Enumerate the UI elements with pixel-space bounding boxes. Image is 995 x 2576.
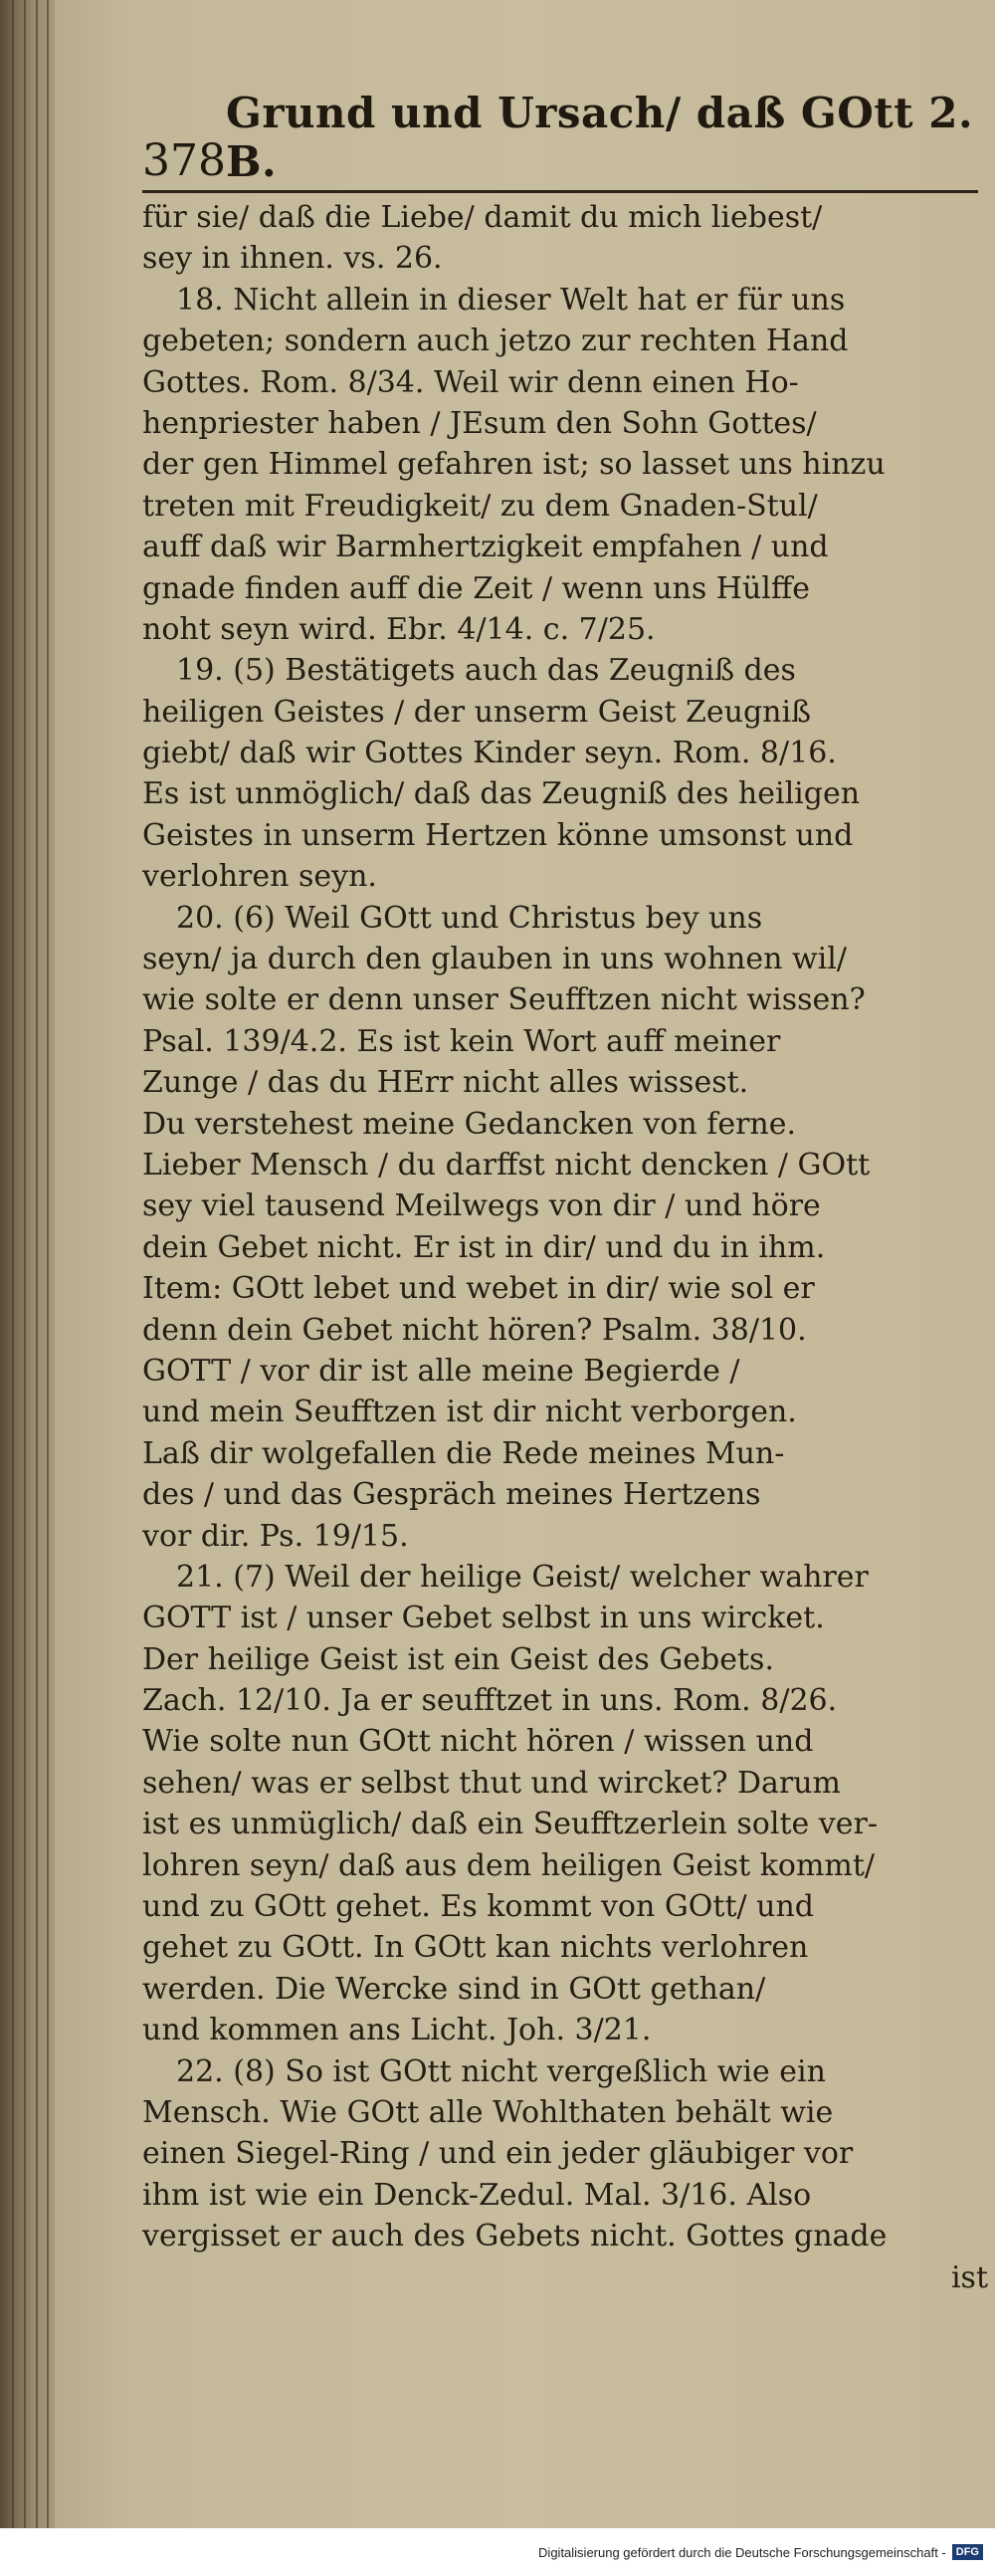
text-line: GOTT ist / unser Gebet selbst in uns wircket.	[142, 1601, 825, 1636]
text-line: heiligen Geistes / der unserm Geist Zeugniß	[142, 694, 812, 730]
text-line: und zu GOtt gehet. Es kommt von GOtt/ und	[142, 1889, 814, 1925]
running-title: Grund und Ursach/ daß GOtt 2. B.	[225, 89, 974, 186]
text-line: Mensch. Wie GOtt alle Wohlthaten behält wie	[142, 2094, 834, 2130]
book-gutter	[0, 0, 55, 2528]
text-line: sehen/ was er selbst thut und wircket? Darum	[142, 1765, 841, 1801]
page-header	[142, 89, 978, 193]
text-line: dein Gebet nicht. Er ist in dir/ und du in ihm.	[142, 1229, 826, 1265]
text-line: Psal. 139/4.2. Es ist kein Wort auff meiner	[142, 1023, 781, 1059]
gutter-edge-line	[47, 0, 49, 2528]
text-line: gehet zu GOtt. In GOtt kan nichts verlohren	[142, 1930, 809, 1966]
text-line: Geistes in unserm Hertzen könne umsonst und	[142, 817, 854, 853]
text-line: Es ist unmöglich/ daß das Zeugniß des heiligen	[142, 776, 861, 812]
text-line: 18. Nicht allein in dieser Welt hat er für uns	[176, 282, 846, 318]
text-line: Lieber Mensch / du darffst nicht dencken / GOtt	[142, 1147, 871, 1182]
text-line: vergisset er auch des Gebets nicht. Gottes gnade	[142, 2219, 888, 2254]
text-line: treten mit Freudigkeit/ zu dem Gnaden-Stul/	[142, 488, 818, 524]
text-line: verlohren seyn.	[142, 859, 377, 895]
text-line: sey in ihnen. vs. 26.	[142, 241, 443, 277]
page-number: 378	[142, 135, 226, 186]
text-line: der gen Himmel gefahren ist; so lasset uns hinzu	[142, 447, 886, 483]
text-line: und kommen ans Licht. Joh. 3/21.	[142, 2013, 652, 2048]
text-line: henpriester haben / JEsum den Sohn Gottes/	[142, 405, 817, 441]
gutter-edge-line	[24, 0, 26, 2528]
digitization-credit: Digitalisierung gefördert durch die Deutsche Forschungsgemeinschaft -	[538, 2544, 946, 2560]
text-line: für sie/ daß die Liebe/ damit du mich liebest/	[142, 200, 823, 235]
text-line: 19. (5) Bestätigets auch das Zeugniß des	[176, 653, 796, 689]
text-line: einen Siegel-Ring / und ein jeder gläubiger vor	[142, 2136, 854, 2172]
body-text	[142, 197, 988, 2298]
text-line: denn dein Gebet nicht hören? Psalm. 38/10.	[142, 1312, 807, 1348]
text-line: Zach. 12/10. Ja er seufftzet in uns. Rom. 8/26.	[142, 1683, 838, 1719]
text-line: ist es unmüglich/ daß ein Seufftzerlein solte ver-	[142, 1807, 878, 1842]
text-line: Der heilige Geist ist ein Geist des Gebets.	[142, 1641, 774, 1677]
text-line: 22. (8) So ist GOtt nicht vergeßlich wie ein	[176, 2053, 826, 2089]
text-line: lohren seyn/ daß aus dem heiligen Geist kommt/	[142, 1847, 876, 1883]
text-line: 21. (7) Weil der heilige Geist/ welcher wahrer	[176, 1559, 869, 1595]
dfg-logo: DFG	[952, 2544, 983, 2560]
text-line: gebeten; sondern auch jetzo zur rechten Hand	[142, 323, 849, 359]
text-line: Gottes. Rom. 8/34. Weil wir denn einen Ho-	[142, 364, 799, 400]
gutter-edge-line	[36, 0, 38, 2528]
text-line: Laß dir wolgefallen die Rede meines Mun-	[142, 1435, 785, 1471]
text-line: GOTT / vor dir ist alle meine Begierde /	[142, 1353, 740, 1389]
text-line: des / und das Gespräch meines Hertzens	[142, 1477, 761, 1513]
text-line: 20. (6) Weil GOtt und Christus bey uns	[176, 900, 763, 936]
text-line: werden. Die Wercke sind in GOtt gethan/	[142, 1971, 766, 2007]
text-line: Item: GOtt lebet und webet in dir/ wie sol er	[142, 1271, 815, 1307]
text-line: seyn/ ja durch den glauben in uns wohnen wil/	[142, 942, 847, 977]
text-line: sey viel tausend Meilwegs von dir / und höre	[142, 1188, 821, 1224]
text-line: noht seyn wird. Ebr. 4/14. c. 7/25.	[142, 611, 656, 647]
text-line: giebt/ daß wir Gottes Kinder seyn. Rom. 8/16.	[142, 736, 837, 771]
footer-bar	[0, 2528, 995, 2576]
text-line: wie solte er denn unser Seufftzen nicht wissen?	[142, 982, 866, 1018]
text-line: ist	[950, 2259, 988, 2295]
text-line: auff daß wir Barmhertzigkeit empfahen / und	[142, 530, 829, 565]
gutter-edge-line	[12, 0, 14, 2528]
text-line: gnade finden auff die Zeit / wenn uns Hülffe	[142, 570, 810, 606]
text-line: Du verstehest meine Gedancken von ferne.	[142, 1106, 797, 1142]
text-line: Wie solte nun GOtt nicht hören / wissen und	[142, 1724, 814, 1760]
text-line: Zunge / das du HErr nicht alles wissest.	[142, 1065, 749, 1101]
page-paper	[55, 0, 995, 2528]
text-line: vor dir. Ps. 19/15.	[142, 1518, 409, 1554]
text-line: und mein Seufftzen ist dir nicht verborgen.	[142, 1395, 797, 1430]
text-line: ihm ist wie ein Denck-Zedul. Mal. 3/16. Also	[142, 2177, 812, 2213]
